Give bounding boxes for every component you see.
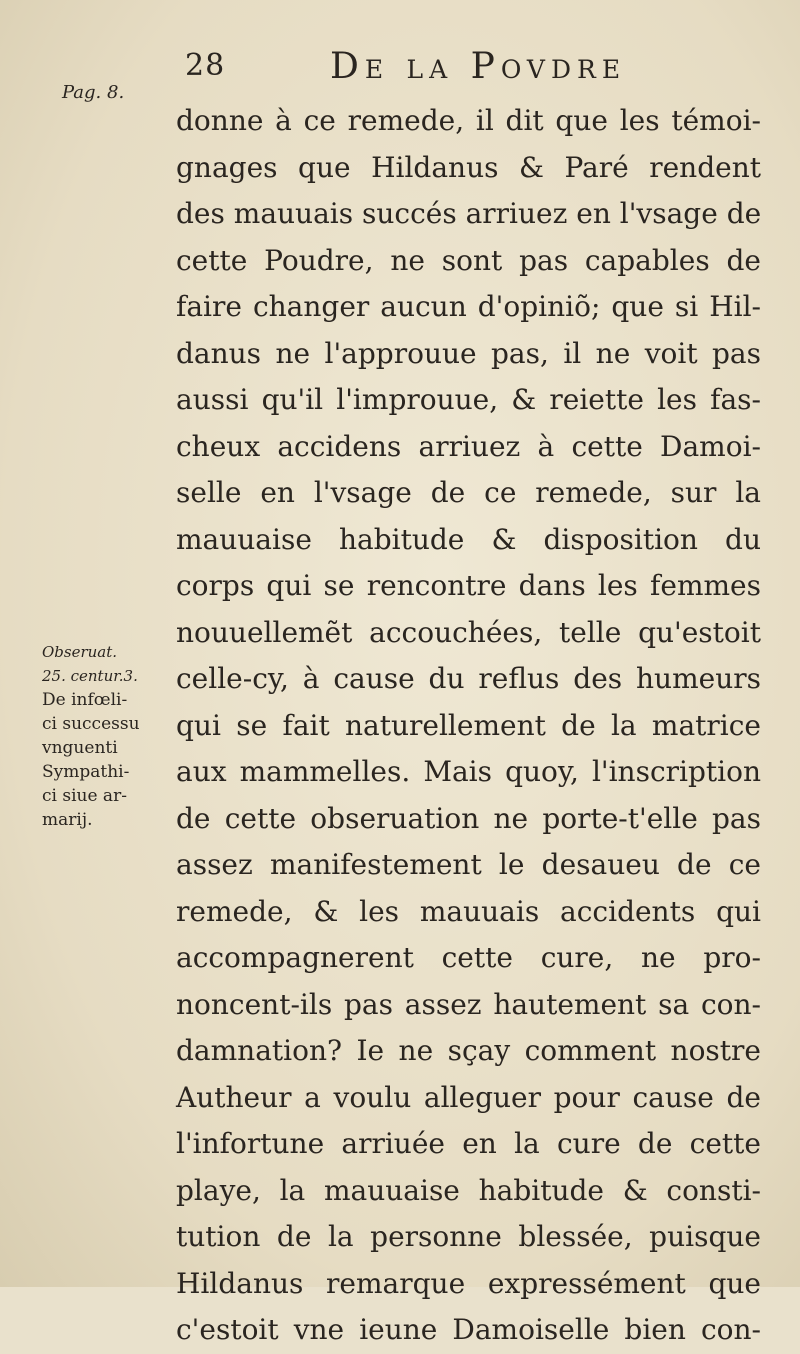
margin-note-line: Sympathi- xyxy=(42,762,130,782)
running-head: De la Povdre xyxy=(330,46,627,87)
text-line: aux mammelles. Mais quoy, l'inscription xyxy=(176,755,761,788)
text-line: Hildanus remarque expressément que xyxy=(176,1266,761,1300)
margin-note-line: marij. xyxy=(42,810,93,830)
page-number: 28 xyxy=(185,48,226,83)
text-line: playe, la mauuaise habitude & consti- xyxy=(176,1173,761,1207)
text-line: corps qui se rencontre dans les femmes xyxy=(176,569,761,602)
text-line: cheux accidens arriuez à cette Damoi- xyxy=(176,429,761,463)
text-line: Autheur a voulu alleguer pour cause de xyxy=(176,1080,761,1114)
text-line: l'infortune arriuée en la cure de cette xyxy=(176,1127,761,1160)
body-text xyxy=(176,98,761,1354)
text-line: tution de la personne blessée, puisque xyxy=(176,1220,761,1253)
text-line: aussi qu'il l'improuue, & reiette les fas- xyxy=(176,383,761,416)
text-line: donne à ce remede, il dit que les témoi- xyxy=(176,104,761,137)
margin-note-line: Obseruat. xyxy=(42,643,118,661)
text-line: remede, & les mauuais accidents qui xyxy=(176,894,761,928)
text-line: selle en l'vsage de ce remede, sur la xyxy=(176,476,761,509)
margin-page-reference: Pag. 8. xyxy=(62,82,125,103)
text-line: c'estoit vne ieune Damoiselle bien con- xyxy=(176,1313,761,1346)
margin-note-line: ci siue ar- xyxy=(42,786,127,806)
text-line: damnation? Ie ne sçay comment nostre xyxy=(176,1034,761,1067)
text-line: assez manifestement le desaueu de ce xyxy=(176,848,761,881)
margin-note-line: ci successu xyxy=(42,714,140,734)
text-line: noncent-ils pas assez hautement sa con- xyxy=(176,987,761,1021)
text-line: nouuellemẽt accouchées, telle qu'estoit xyxy=(176,615,761,649)
text-line: celle-cy, à cause du reflus des humeurs xyxy=(176,662,761,695)
text-line: faire changer aucun d'opiniõ; que si Hil- xyxy=(176,290,761,323)
margin-note xyxy=(42,640,157,832)
margin-note-line: vnguenti xyxy=(42,738,118,758)
text-line: de cette obseruation ne porte-t'elle pas xyxy=(176,801,761,835)
margin-note-line: De infœli- xyxy=(42,690,128,710)
text-line: des mauuais succés arriuez en l'vsage de xyxy=(176,197,762,230)
text-line: danus ne l'approuue pas, il ne voit pas xyxy=(176,336,761,370)
text-line: mauuaise habitude & disposition du xyxy=(176,522,761,556)
text-line: cette Poudre, ne sont pas capables de xyxy=(176,243,761,277)
text-line: accompagnerent cette cure, ne pro- xyxy=(176,941,761,974)
margin-note-line: 25. centur.3. xyxy=(42,667,138,685)
text-line: qui se fait naturellement de la matrice xyxy=(176,708,761,742)
text-line: gnages que Hildanus & Paré rendent xyxy=(176,150,761,184)
